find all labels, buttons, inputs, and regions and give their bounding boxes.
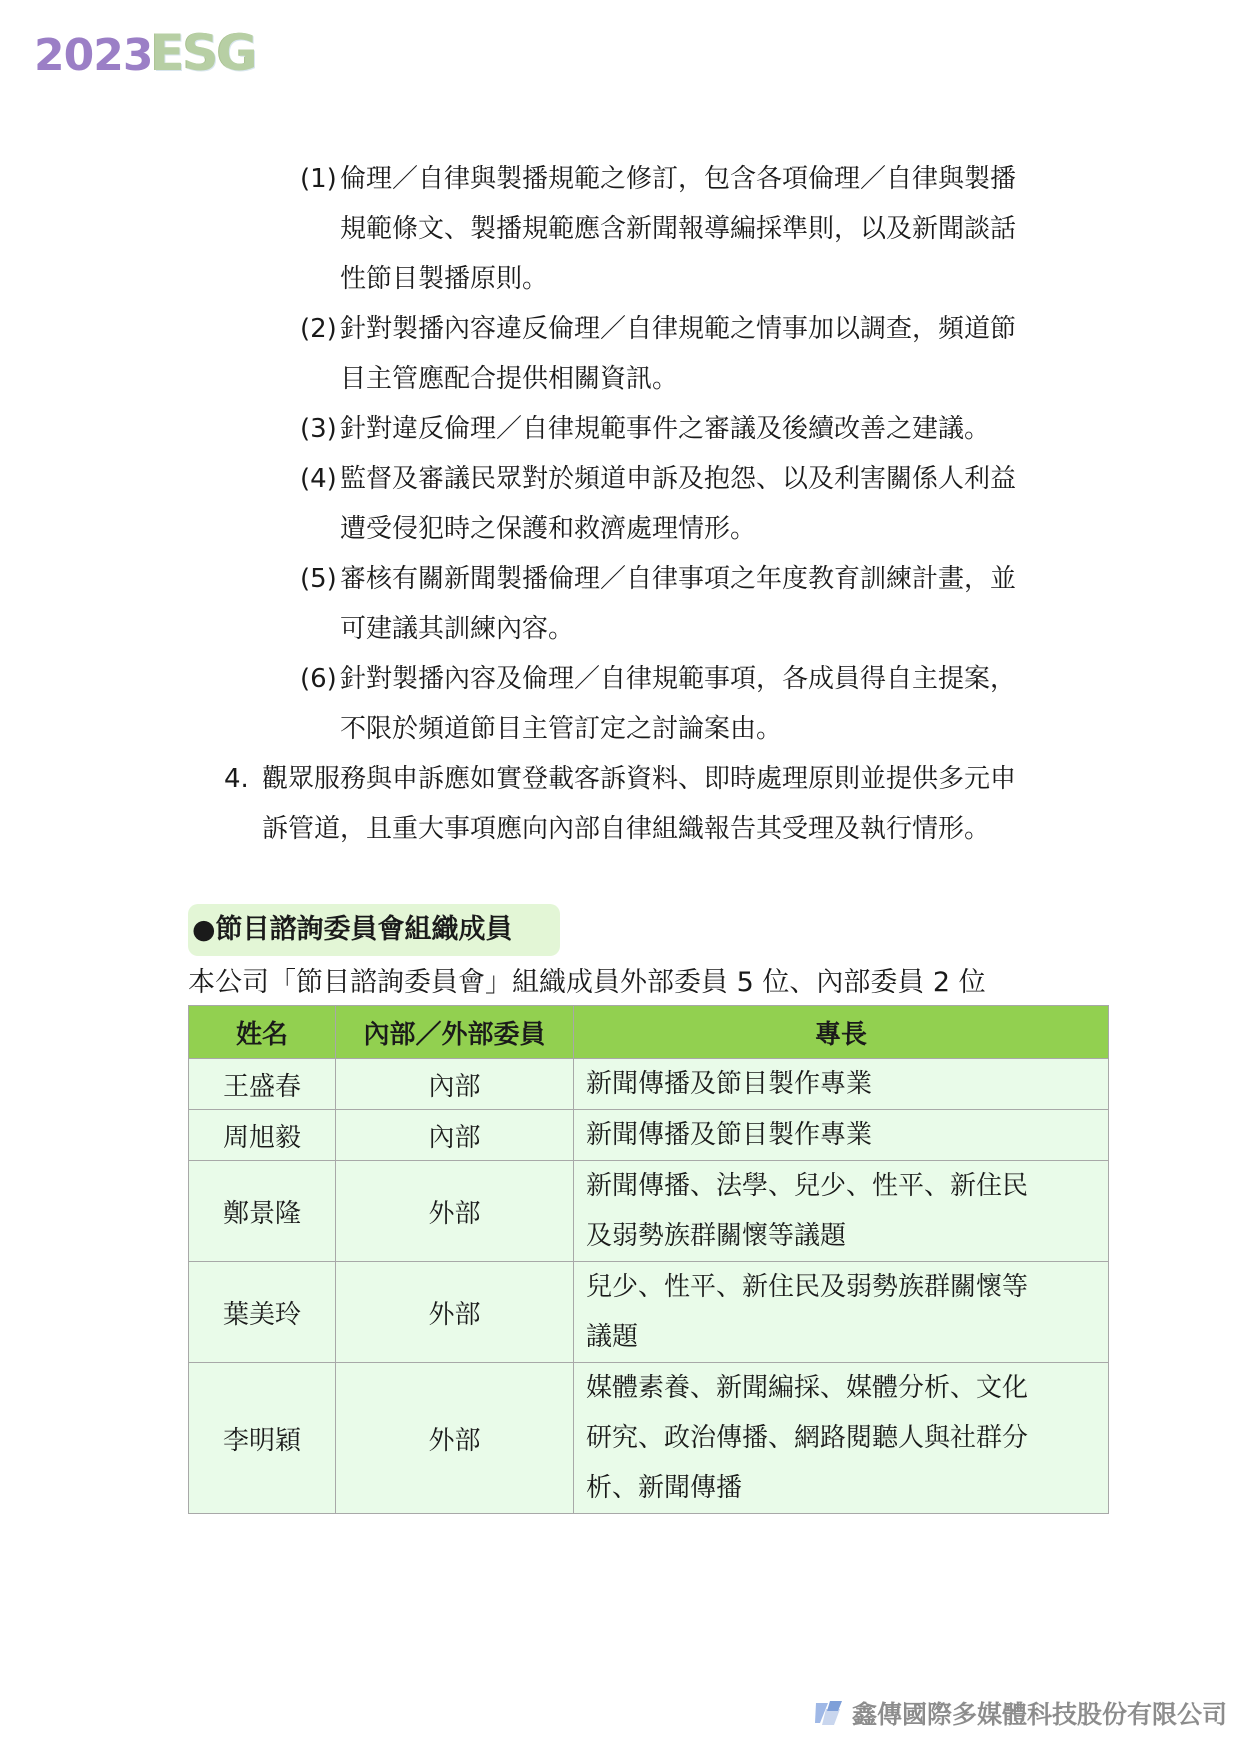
- page-footer: [814, 1696, 1227, 1730]
- duty-line: 倫理／自律與製播規範之修訂，包含各項倫理／自律與製播: [340, 164, 1017, 194]
- duty-number: (6): [300, 664, 337, 694]
- duty-text: [340, 304, 1016, 404]
- member-type: 外部: [336, 1161, 574, 1262]
- header-type: 內部／外部委員: [336, 1006, 574, 1059]
- expertise-line: 析、新聞傳播: [586, 1473, 743, 1503]
- duty-number: (3): [300, 414, 337, 444]
- company-logo-icon: [814, 1699, 844, 1727]
- duty-text: [340, 404, 990, 454]
- expertise-line: 新聞傳播及節目製作專業: [586, 1120, 873, 1150]
- committee-members-table: [188, 1005, 1109, 1514]
- duty-line: 性節目製播原則。: [340, 264, 549, 294]
- section-intro: 本公司「節目諮詢委員會」組織成員外部委員 5 位、內部委員 2 位: [188, 967, 986, 998]
- duty-line: 監督及審議民眾對於頻道申訴及抱怨、以及利害關係人利益: [340, 464, 1017, 494]
- duty-text: [340, 154, 1016, 304]
- logo-esg: ESG: [150, 24, 256, 82]
- duty-number: (1): [300, 164, 337, 194]
- member-name: 王盛春: [189, 1059, 336, 1110]
- member-name: 鄭景隆: [189, 1161, 336, 1262]
- table-row: [189, 1363, 1109, 1514]
- duty-number: (5): [300, 564, 337, 594]
- duty-line: 針對違反倫理／自律規範事件之審議及後續改善之建議。: [340, 414, 991, 444]
- header-expertise: 專長: [574, 1006, 1109, 1059]
- expertise-line: 研究、政治傳播、網路閱聽人與社群分: [586, 1423, 1029, 1453]
- member-expertise: [574, 1262, 1109, 1363]
- table-row: [189, 1262, 1109, 1363]
- member-expertise: [574, 1110, 1109, 1161]
- point-text: [262, 754, 1016, 854]
- expertise-line: 及弱勢族群關懷等議題: [586, 1221, 847, 1251]
- member-type: 外部: [336, 1262, 574, 1363]
- member-expertise: [574, 1161, 1109, 1262]
- point-number: 4.: [224, 764, 249, 794]
- header-name: 姓名: [189, 1006, 336, 1059]
- expertise-line: 媒體素養、新聞編採、媒體分析、文化: [586, 1373, 1029, 1403]
- table-row: [189, 1161, 1109, 1262]
- expertise-line: 議題: [586, 1322, 639, 1352]
- esg-report-logo: [34, 22, 256, 82]
- expertise-line: 新聞傳播及節目製作專業: [586, 1069, 873, 1099]
- duty-number: (4): [300, 464, 337, 494]
- duty-line: 規範條文、製播規範應含新聞報導編採準則，以及新聞談話: [340, 214, 1017, 244]
- member-name: 葉美玲: [189, 1262, 336, 1363]
- member-type: 內部: [336, 1059, 574, 1110]
- member-type: 內部: [336, 1110, 574, 1161]
- member-name: 李明穎: [189, 1363, 336, 1514]
- point-line: 觀眾服務與申訴應如實登載客訴資料、即時處理原則並提供多元申: [262, 764, 1017, 794]
- duty-line: 遭受侵犯時之保護和救濟處理情形。: [340, 514, 757, 544]
- expertise-line: 兒少、性平、新住民及弱勢族群關懷等: [586, 1272, 1029, 1302]
- duty-line: 審核有關新聞製播倫理／自律事項之年度教育訓練計畫，並: [340, 564, 1017, 594]
- section-heading: ●節目諮詢委員會組織成員: [188, 904, 560, 956]
- duty-line: 目主管應配合提供相關資訊。: [340, 364, 679, 394]
- duty-line: 可建議其訓練內容。: [340, 614, 575, 644]
- logo-year: 2023: [34, 30, 153, 81]
- member-expertise: [574, 1363, 1109, 1514]
- member-name: 周旭毅: [189, 1110, 336, 1161]
- duty-line: 針對製播內容違反倫理／自律規範之情事加以調查，頻道節: [340, 314, 1017, 344]
- duty-number: (2): [300, 314, 337, 344]
- duty-line: 不限於頻道節目主管訂定之討論案由。: [340, 714, 783, 744]
- point-line: 訴管道，且重大事項應向內部自律組織報告其受理及執行情形。: [262, 814, 991, 844]
- duty-line: 針對製播內容及倫理／自律規範事項，各成員得自主提案，: [340, 664, 1017, 694]
- member-expertise: [574, 1059, 1109, 1110]
- table-row: [189, 1059, 1109, 1110]
- duty-text: [340, 454, 1016, 554]
- duty-text: [340, 554, 1016, 654]
- member-type: 外部: [336, 1363, 574, 1514]
- table-row: [189, 1110, 1109, 1161]
- company-name: 鑫傳國際多媒體科技股份有限公司: [852, 1700, 1228, 1729]
- expertise-line: 新聞傳播、法學、兒少、性平、新住民: [586, 1171, 1029, 1201]
- table-header-row: [189, 1006, 1109, 1059]
- duty-text: [340, 654, 1016, 754]
